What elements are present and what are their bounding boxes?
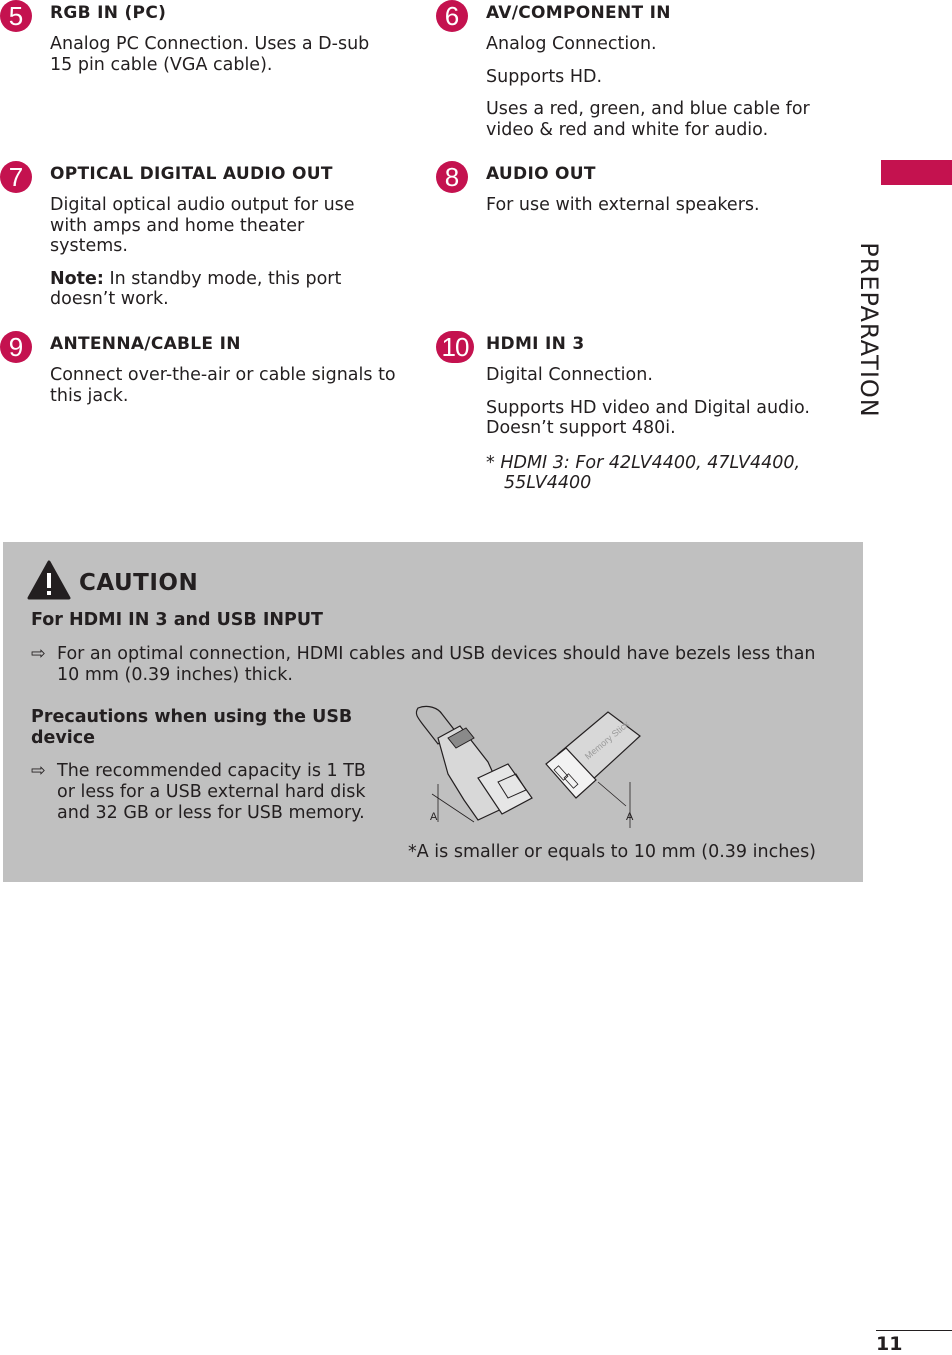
note-text: In standby mode, this port doesn’t work.	[50, 268, 342, 309]
item-paragraph: Supports HD.	[486, 66, 603, 87]
item-title: ANTENNA/CABLE IN	[50, 334, 241, 354]
caution-box	[3, 542, 863, 882]
page-number: 11	[876, 1333, 903, 1355]
item-body	[50, 34, 370, 87]
item-note	[50, 269, 375, 310]
item-number-badge: 8	[436, 161, 468, 193]
section-tab-marker	[881, 160, 952, 185]
hdmi-usb-bezel-diagram	[408, 704, 648, 834]
item-title: AV/COMPONENT IN	[486, 3, 671, 23]
item-number-badge: 10	[436, 331, 474, 363]
item-title: HDMI IN 3	[486, 334, 585, 354]
item-title: RGB IN (PC)	[50, 3, 167, 23]
caution-title: CAUTION	[79, 570, 199, 596]
memory-stick-label: Memory Stick	[582, 718, 632, 762]
item-body	[486, 34, 846, 152]
usb-precautions-heading: Precautions when using the USB device	[31, 707, 353, 748]
item-body	[486, 195, 846, 228]
arrow-bullet-icon: ⇨	[31, 644, 46, 664]
item-paragraph: Digital Connection.	[486, 365, 653, 385]
dimension-a-label-usb: A	[626, 811, 634, 823]
item-number-badge: 5	[0, 0, 32, 32]
page-number-rule	[876, 1330, 952, 1331]
usb-precautions-bullet	[31, 761, 387, 824]
item-number-badge: 6	[436, 0, 468, 32]
note-label: Note:	[50, 268, 104, 289]
warning-triangle-icon	[27, 560, 71, 600]
item-paragraph: Digital optical audio output for use with amps and home theater systems.	[50, 195, 355, 256]
bullet-text: For an optimal connection, HDMI cables and USB devices should have bezels less than 10 mm (0.39 inches) thick.	[57, 644, 816, 685]
dimension-a-label-hdmi: A	[430, 811, 438, 823]
diagram-caption: *A is smaller or equals to 10 mm (0.39 inches)	[408, 842, 817, 862]
item-title: OPTICAL DIGITAL AUDIO OUT	[50, 164, 333, 184]
item-number-badge: 7	[0, 161, 32, 193]
item-footnote: * HDMI 3: For 42LV4400, 47LV4400, 55LV4400	[486, 452, 801, 493]
item-paragraph: For use with external speakers.	[486, 195, 760, 215]
item-number-badge: 9	[0, 331, 32, 363]
item-title: AUDIO OUT	[486, 164, 596, 184]
item-paragraph: Connect over-the-air or cable signals to this jack.	[50, 365, 396, 406]
item-body	[50, 195, 375, 322]
bullet-text: The recommended capacity is 1 TB or less for a USB external hard disk and 32 GB or less for USB memory.	[57, 761, 366, 823]
arrow-bullet-icon: ⇨	[31, 761, 46, 781]
hdmi-usb-bullet	[31, 644, 837, 686]
hdmi-usb-heading: For HDMI IN 3 and USB INPUT	[31, 610, 323, 630]
item-body	[486, 365, 861, 506]
item-paragraph: Supports HD video and Digital audio. Doesn’t support 480i.	[486, 397, 810, 438]
item-body	[50, 365, 410, 418]
item-paragraph: Uses a red, green, and blue cable for video & red and white for audio.	[486, 99, 810, 140]
item-paragraph: Analog Connection.	[486, 34, 657, 54]
section-title: PREPARATION	[855, 242, 883, 418]
item-paragraph: Analog PC Connection. Uses a D-sub 15 pin cable (VGA cable).	[50, 34, 370, 75]
